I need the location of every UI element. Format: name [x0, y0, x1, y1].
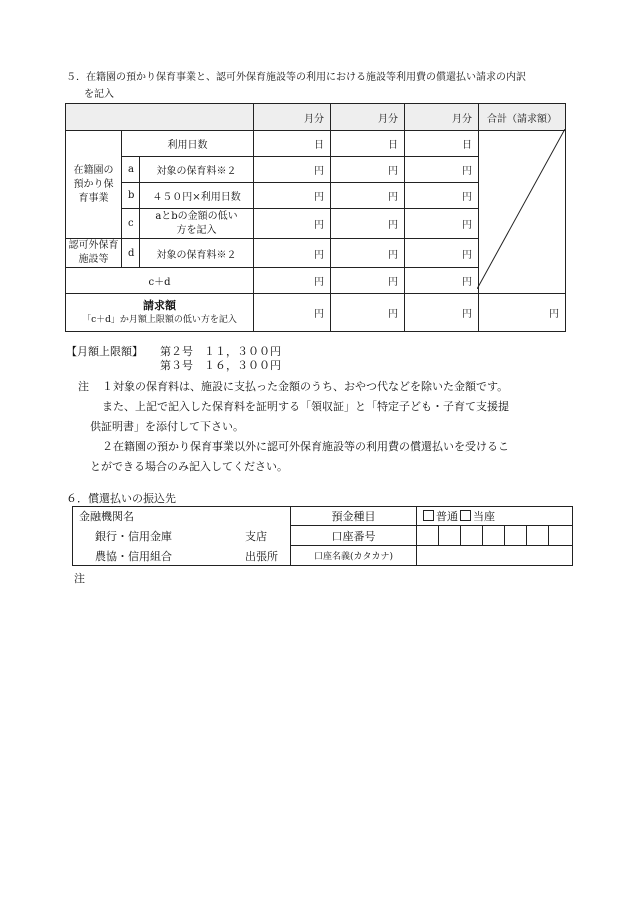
toza-checkbox[interactable]: [460, 510, 471, 521]
c-cell-1[interactable]: 円: [254, 209, 331, 239]
d-cell-2[interactable]: 円: [331, 239, 405, 268]
row-label-claim-sub: 「c＋d」か月額上限額の低い方を記入: [82, 314, 237, 325]
cd-cell-3[interactable]: 円: [405, 268, 479, 294]
row-label-days: 利用日数: [122, 131, 254, 157]
days-cell-3[interactable]: 日: [405, 131, 479, 157]
claim-cell-2[interactable]: 円: [331, 294, 405, 332]
claim-cell-3[interactable]: 円: [405, 294, 479, 332]
section6-note: 注: [74, 572, 85, 585]
claim-total-cell[interactable]: 円: [479, 294, 566, 332]
bank-name-label: 金融機関名: [73, 507, 291, 526]
c-cell-3[interactable]: 円: [405, 209, 479, 239]
month-header-1: 月分: [254, 104, 331, 131]
group-label-ninkagai: 認可外保育施設等: [66, 239, 122, 268]
month-header-2: 月分: [331, 104, 405, 131]
claim-cell-1[interactable]: 円: [254, 294, 331, 332]
section6-title: ６．償還払いの振込先: [66, 492, 176, 505]
futsu-label: 普通: [436, 510, 458, 523]
breakdown-table: [65, 103, 566, 332]
note-2b: とができる場合のみ記入してください。: [90, 460, 288, 473]
bank-type-2: 農協・信用組合: [95, 549, 172, 563]
account-digit-2[interactable]: [439, 526, 461, 546]
toza-label: 当座: [473, 510, 495, 523]
b-cell-2[interactable]: 円: [331, 183, 405, 209]
bank-name-cell[interactable]: [73, 526, 291, 566]
a-cell-1[interactable]: 円: [254, 157, 331, 183]
d-cell-1[interactable]: 円: [254, 239, 331, 268]
account-name-label: 口座名義(カタカナ): [291, 546, 417, 566]
a-cell-2[interactable]: 円: [331, 157, 405, 183]
c-cell-2[interactable]: 円: [331, 209, 405, 239]
branch-type-1: 支店: [245, 529, 267, 543]
b-cell-1[interactable]: 円: [254, 183, 331, 209]
branch-type-2: 出張所: [245, 549, 278, 563]
account-number-label: 口座番号: [291, 526, 417, 546]
account-name-cell[interactable]: [417, 546, 573, 566]
account-digit-6[interactable]: [527, 526, 549, 546]
row-label-claim: 請求額: [143, 298, 176, 312]
b-cell-3[interactable]: 円: [405, 183, 479, 209]
a-cell-3[interactable]: 円: [405, 157, 479, 183]
bank-type-1: 銀行・信用金庫: [95, 529, 172, 543]
note-1b: また、上記で記入した保育料を証明する「領収証」と「特定子ども・子育て支援提: [102, 400, 509, 413]
row-index-d: d: [122, 239, 140, 268]
account-digit-7[interactable]: [549, 526, 573, 546]
transfer-account-table: [72, 506, 573, 566]
total-blank-cell: [479, 131, 566, 294]
cd-cell-2[interactable]: 円: [331, 268, 405, 294]
month-header-3: 月分: [405, 104, 479, 131]
row-label-b: ４５０円×利用日数: [140, 183, 254, 209]
section5-title: ５．在籍園の預かり保育事業と、認可外保育施設等の利用における施設等利用費の償還払い請求の内訳: [66, 72, 526, 83]
notes-label: 注: [78, 380, 89, 393]
futsu-checkbox[interactable]: [423, 510, 434, 521]
row-label-c: aとbの金額の低い方を記入: [140, 209, 254, 239]
row-label-d: 対象の保育料※２: [140, 239, 254, 268]
note-1: １対象の保育料は、施設に支払った金額のうち、おやつ代などを除いた金額です。: [102, 380, 509, 393]
row-index-a: a: [122, 157, 140, 183]
row-label-cd: c＋d: [66, 268, 254, 294]
d-cell-3[interactable]: 円: [405, 239, 479, 268]
days-cell-1[interactable]: 日: [254, 131, 331, 157]
account-digit-5[interactable]: [505, 526, 527, 546]
account-digit-3[interactable]: [461, 526, 483, 546]
cd-cell-1[interactable]: 円: [254, 268, 331, 294]
section5-title-cont: を記入: [84, 89, 114, 100]
limits-heading: 【月額上限額】: [66, 345, 143, 358]
note-2: ２在籍園の預かり保育事業以外に認可外保育施設等の利用費の償還払いを受けるこ: [102, 440, 509, 453]
row-label-a: 対象の保育料※２: [140, 157, 254, 183]
deposit-type-label: 預金種目: [291, 507, 417, 526]
total-header: 合計（請求額）: [479, 104, 566, 131]
account-digit-1[interactable]: [417, 526, 439, 546]
limits-line-2go: 第２号 １１，３００円: [160, 345, 281, 358]
days-cell-2[interactable]: 日: [331, 131, 405, 157]
group-label-hoiku: 在籍園の預かり保育事業: [66, 131, 122, 239]
row-index-c: c: [122, 209, 140, 239]
account-digit-4[interactable]: [483, 526, 505, 546]
row-index-b: b: [122, 183, 140, 209]
limits-line-3go: 第３号 １６，３００円: [160, 359, 281, 372]
note-1c: 供証明書」を添付して下さい。: [90, 420, 244, 433]
